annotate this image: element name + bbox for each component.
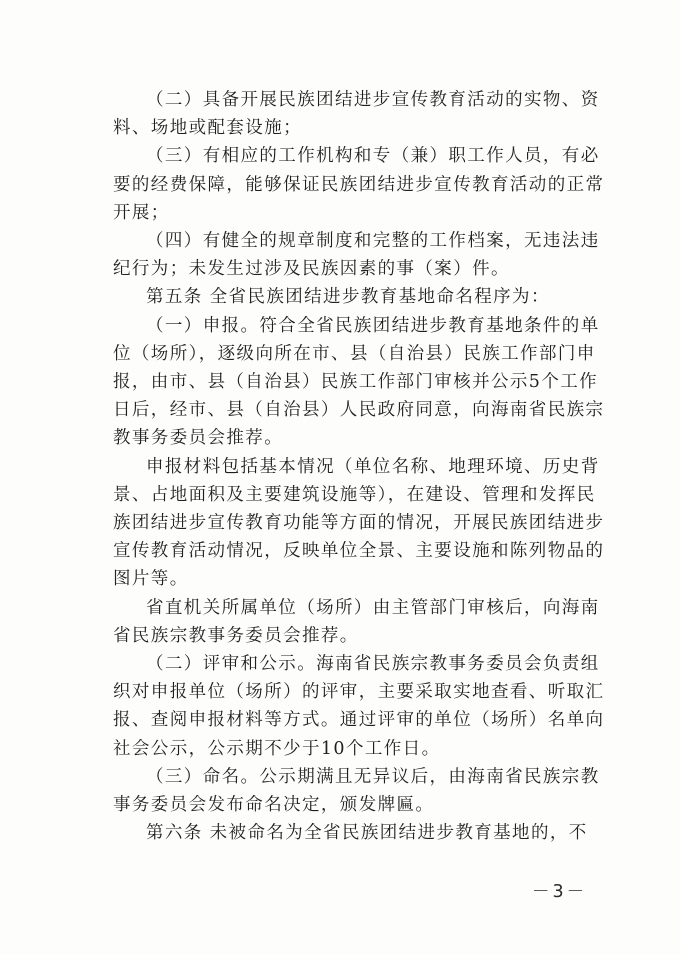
text-line: 族团结进步宣传教育功能等方面的情况，开展民族团结进步	[113, 513, 605, 533]
text-line: 景、占地面积及主要建筑设施等），在建设、管理和发挥民	[113, 485, 596, 505]
text-line: 要的经费保障，能够保证民族团结进步宣传教育活动的正常	[113, 175, 605, 195]
text-line: 报、查阅申报材料等方式。通过评审的单位（场所）名单向	[113, 710, 605, 730]
text-line: 宣传教育活动情况，反映单位全景、主要设施和陈列物品的	[113, 541, 605, 561]
text-line: 省直机关所属单位（场所）由主管部门审核后，向海南	[146, 598, 600, 618]
page-number: －3－	[532, 882, 588, 902]
text-line: 料、场地或配套设施；	[113, 118, 302, 138]
text-line: 社会公示，公示期不少于10个工作日。	[113, 739, 441, 759]
text-line: 织对申报单位（场所）的评审，主要采取实地查看、听取汇	[113, 682, 605, 702]
text-line: （三）有相应的工作机构和专（兼）职工作人员，有必	[146, 146, 600, 166]
text-line: 图片等。	[113, 569, 189, 589]
text-line: （二）评审和公示。海南省民族宗教事务委员会负责组	[146, 654, 600, 674]
text-line: 事务委员会发布命名决定，颁发牌匾。	[113, 795, 435, 815]
text-line: 申报材料包括基本情况（单位名称、地理环境、历史背	[146, 457, 600, 477]
text-line: 位（场所），逐级向所在市、县（自治县）民族工作部门申	[113, 344, 596, 364]
text-line: 报，由市、县（自治县）民族工作部门审核并公示5个工作	[113, 372, 599, 392]
text-line: （二）具备开展民族团结进步宣传教育活动的实物、资	[146, 90, 600, 110]
article-heading: 第六条 未被命名为全省民族团结进步教育基地的，不	[146, 823, 588, 843]
text-line: （三）命名。公示期满且无异议后，由海南省民族宗教	[146, 767, 600, 787]
text-line: 教事务委员会推荐。	[113, 428, 284, 448]
text-line: 纪行为；未发生过涉及民族因素的事（案）件。	[113, 259, 510, 279]
text-line: 开展；	[113, 203, 170, 223]
text-line: 日后，经市、县（自治县）人民政府同意，向海南省民族宗	[113, 400, 605, 420]
text-line: （一）申报。符合全省民族团结进步教育基地条件的单	[146, 316, 600, 336]
text-line: （四）有健全的规章制度和完整的工作档案，无违法违	[146, 231, 600, 251]
text-line: 省民族宗教事务委员会推荐。	[113, 626, 359, 646]
article-heading: 第五条 全省民族团结进步教育基地命名程序为：	[146, 287, 550, 307]
